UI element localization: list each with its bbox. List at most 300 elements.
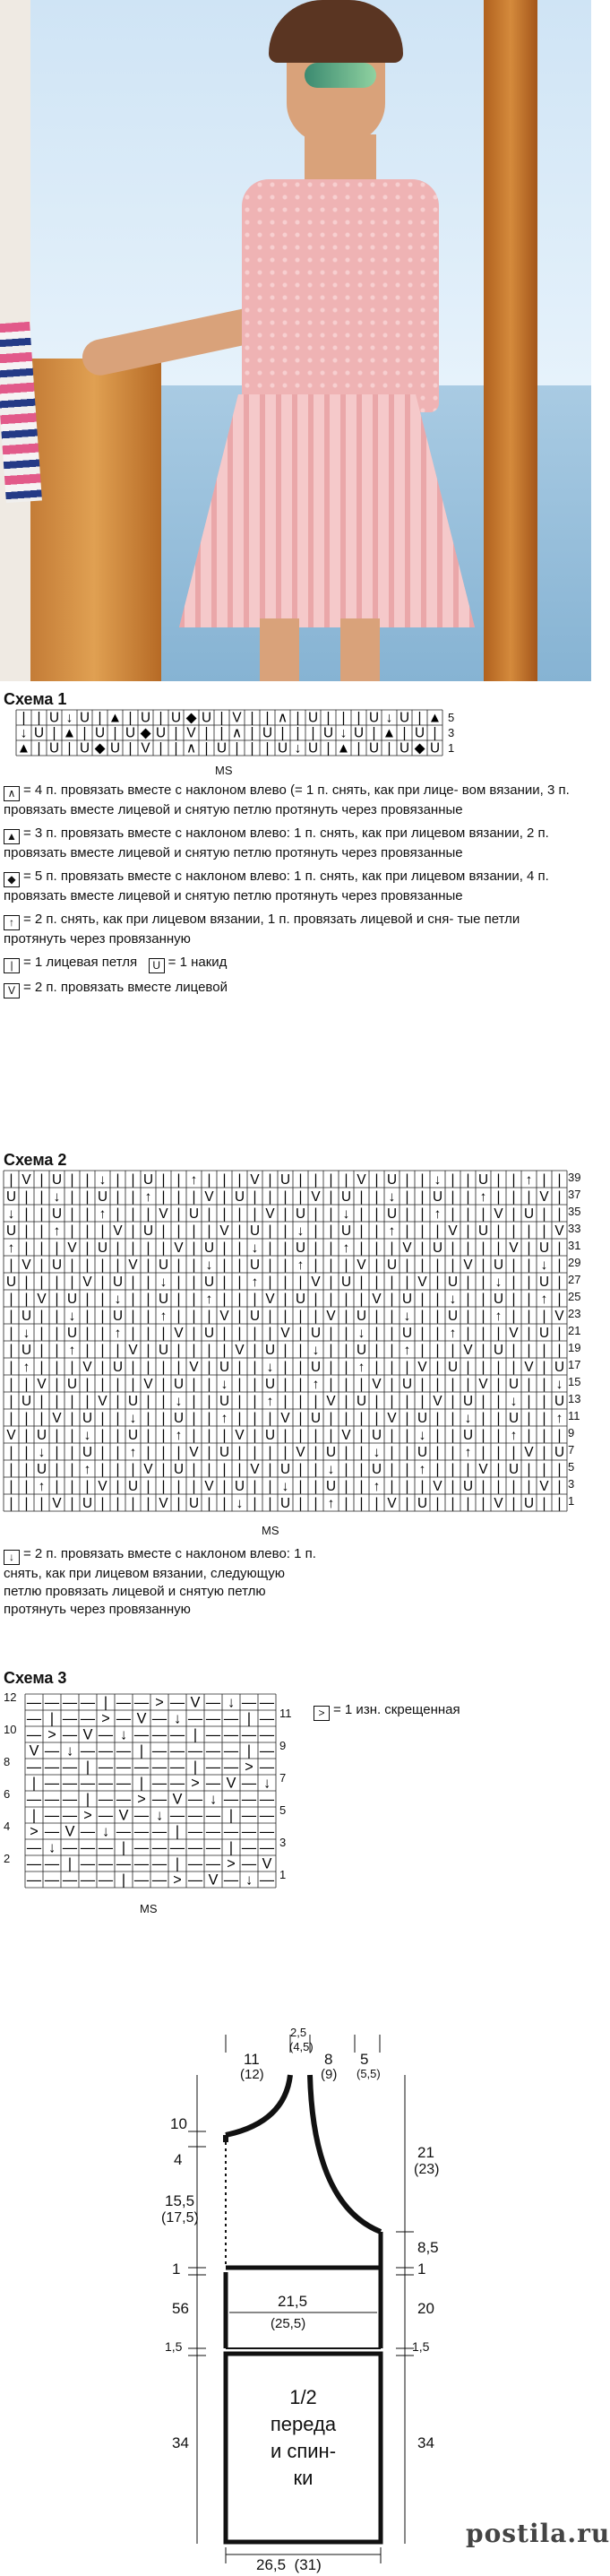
svg-text:|: | (253, 1343, 257, 1359)
svg-text:|: | (176, 1292, 181, 1308)
svg-text:|: | (9, 1377, 13, 1393)
garment-schematic (161, 2026, 493, 2573)
legend-item: ◆ = 5 п. провязать вместе с наклоном влево: 1 п. снять, как при лицевом вязании, 4 п. провязать вместе лицевой и снятую петлю протянуть через провязанные (4, 869, 549, 903)
svg-text:U: U (399, 710, 410, 726)
svg-text:|: | (9, 1394, 13, 1410)
svg-text:|: | (161, 1479, 166, 1495)
svg-text:|: | (146, 1343, 150, 1359)
svg-text:|: | (435, 1223, 440, 1240)
svg-text:|: | (161, 1189, 166, 1206)
svg-text:|: | (24, 1223, 29, 1240)
svg-text:—: — (133, 1855, 150, 1872)
scheme3-left-row-number: 4 (4, 1820, 11, 1833)
svg-text:|: | (359, 1240, 364, 1257)
svg-text:↑: ↑ (83, 1462, 91, 1478)
svg-text:|: | (374, 1326, 379, 1342)
svg-text:|: | (298, 1428, 303, 1444)
svg-text:|: | (527, 1189, 531, 1206)
svg-text:|: | (466, 1275, 470, 1291)
svg-text:|: | (283, 1223, 288, 1240)
svg-text:|: | (511, 1360, 516, 1376)
svg-text:U: U (493, 1343, 504, 1359)
svg-text:—: — (151, 1839, 168, 1856)
svg-text:—: — (116, 1710, 132, 1727)
svg-text:|: | (481, 1360, 485, 1376)
sunglasses-icon (305, 63, 376, 88)
svg-text:—: — (205, 1726, 221, 1743)
svg-text:|: | (557, 1326, 562, 1342)
svg-text:U: U (125, 725, 136, 741)
svg-text:—: — (151, 1726, 168, 1743)
svg-text:—: — (98, 1855, 114, 1872)
svg-text:|: | (70, 1445, 74, 1461)
svg-text:|: | (131, 1172, 135, 1189)
svg-text:|: | (176, 1360, 181, 1376)
svg-text:—: — (205, 1855, 221, 1872)
svg-text:|: | (70, 1479, 74, 1495)
dim-armhole-width-alt: (9) (321, 2067, 338, 2082)
svg-text:U: U (33, 725, 45, 741)
svg-text:|: | (390, 1309, 394, 1325)
svg-text:|: | (433, 725, 437, 741)
svg-text:↑: ↑ (99, 1206, 107, 1223)
svg-text:|: | (85, 1343, 90, 1359)
svg-text:|: | (283, 1206, 288, 1223)
svg-text:—: — (44, 1791, 60, 1808)
svg-text:↓: ↓ (339, 725, 348, 741)
svg-text:|: | (265, 740, 270, 756)
svg-text:|: | (85, 1206, 90, 1223)
svg-text:—: — (26, 1694, 42, 1711)
svg-text:|: | (70, 1394, 74, 1410)
scheme3-chart (25, 1694, 276, 1891)
svg-text:V: V (159, 1206, 168, 1223)
svg-text:V: V (128, 1343, 138, 1359)
svg-text:V: V (219, 1223, 229, 1240)
svg-text:V: V (463, 1258, 473, 1274)
scheme2-legend: ↓ = 2 п. провязать вместе с наклоном влево: 1 п. снять, как при лицевом вязании, следующую петлю провязать лицевой и снятую петлю протянуть через провязанную (4, 1546, 316, 1617)
svg-text:U: U (170, 710, 182, 726)
dim-left-15-5: 15,5 (165, 2192, 195, 2209)
leg-left (260, 618, 299, 681)
svg-text:|: | (268, 1240, 272, 1257)
svg-text:|: | (557, 1172, 562, 1189)
svg-text:U: U (508, 1462, 520, 1478)
svg-text:↑: ↑ (251, 1275, 259, 1291)
svg-text:U: U (356, 1309, 367, 1325)
svg-text:V: V (494, 1206, 503, 1223)
svg-text:▲: ▲ (62, 725, 77, 741)
svg-text:|: | (100, 1428, 105, 1444)
svg-text:U: U (523, 1496, 535, 1512)
svg-text:|: | (402, 725, 407, 741)
svg-text:|: | (496, 1462, 501, 1478)
svg-text:|: | (222, 1479, 227, 1495)
svg-text:|: | (405, 1445, 409, 1461)
svg-text:|: | (175, 1855, 180, 1872)
svg-text:U: U (447, 1309, 459, 1325)
svg-text:|: | (344, 1172, 348, 1189)
svg-text:|: | (420, 1292, 425, 1308)
svg-text:—: — (80, 1839, 96, 1856)
svg-text:|: | (222, 1343, 227, 1359)
svg-text:|: | (146, 1206, 150, 1223)
svg-text:V: V (6, 1428, 16, 1444)
svg-text:|: | (298, 1411, 303, 1427)
svg-text:—: — (259, 1742, 275, 1759)
svg-text:—: — (44, 1775, 60, 1792)
svg-text:|: | (253, 1411, 257, 1427)
svg-text:U: U (340, 1189, 352, 1206)
svg-text:|: | (55, 1240, 59, 1257)
svg-text:V: V (387, 1411, 397, 1427)
svg-text:↓: ↓ (38, 1445, 46, 1461)
svg-text:|: | (557, 1428, 562, 1444)
svg-text:|: | (192, 1189, 196, 1206)
svg-text:|: | (557, 1258, 562, 1274)
svg-text:|: | (435, 1428, 440, 1444)
svg-text:—: — (116, 1791, 132, 1808)
svg-text:|: | (31, 1807, 37, 1824)
svg-text:|: | (359, 1223, 364, 1240)
svg-text:|: | (253, 1394, 257, 1410)
svg-text:|: | (222, 1496, 227, 1512)
svg-text:—: — (62, 1791, 78, 1808)
svg-text:▲: ▲ (107, 710, 123, 726)
svg-text:—: — (26, 1839, 42, 1856)
svg-text:|: | (374, 1343, 379, 1359)
svg-text:|: | (85, 1172, 90, 1189)
svg-text:U: U (295, 1206, 306, 1223)
scheme2-ms: MS (262, 1524, 279, 1537)
svg-text:|: | (329, 1377, 333, 1393)
svg-text:—: — (169, 1775, 185, 1792)
svg-text:U: U (219, 1394, 230, 1410)
svg-text:U: U (48, 710, 60, 726)
svg-text:V: V (265, 1206, 275, 1223)
svg-text:—: — (223, 1871, 239, 1889)
svg-text:U: U (219, 1360, 230, 1376)
dim-bottom-width: 26,5 (31) (256, 2556, 322, 2573)
svg-text:U: U (21, 1394, 32, 1410)
svg-text:|: | (326, 710, 331, 726)
svg-text:—: — (151, 1871, 168, 1889)
svg-text:|: | (39, 1172, 44, 1189)
svg-text:V: V (357, 1258, 366, 1274)
svg-text:|: | (466, 1172, 470, 1189)
svg-text:U: U (234, 1189, 245, 1206)
svg-text:V: V (539, 1189, 549, 1206)
svg-text:|: | (417, 710, 422, 726)
svg-text:|: | (344, 1394, 348, 1410)
svg-text:|: | (466, 1462, 470, 1478)
svg-text:—: — (241, 1807, 257, 1824)
svg-text:|: | (344, 1360, 348, 1376)
svg-text:|: | (511, 1172, 516, 1189)
svg-text:|: | (9, 1258, 13, 1274)
svg-text:|: | (329, 1172, 333, 1189)
svg-text:|: | (253, 1377, 257, 1393)
svg-text:|: | (435, 1258, 440, 1274)
svg-text:↑: ↑ (266, 1394, 274, 1410)
svg-text:|: | (557, 1275, 562, 1291)
leg-right (340, 618, 380, 681)
svg-text:|: | (344, 1496, 348, 1512)
svg-text:—: — (169, 1694, 185, 1711)
svg-text:U: U (538, 1326, 550, 1342)
svg-text:|: | (420, 1479, 425, 1495)
svg-text:|: | (39, 1275, 44, 1291)
svg-text:↓: ↓ (205, 1258, 213, 1274)
svg-text:U: U (203, 1275, 215, 1291)
svg-text:U: U (307, 740, 319, 756)
svg-text:∧: ∧ (185, 740, 197, 756)
svg-text:>: > (173, 1871, 182, 1889)
scheme3-left-row-numbers (4, 1690, 25, 1897)
svg-text:|: | (329, 1258, 333, 1274)
dim-right-21: 21 (417, 2144, 434, 2161)
svg-text:—: — (241, 1839, 257, 1856)
svg-text:↓: ↓ (119, 1726, 128, 1743)
svg-text:|: | (420, 1189, 425, 1206)
svg-text:V: V (280, 1326, 290, 1342)
svg-text:|: | (207, 1172, 211, 1189)
svg-text:|: | (283, 1275, 288, 1291)
svg-text:|: | (222, 1326, 227, 1342)
svg-text:—: — (241, 1775, 257, 1792)
svg-text:|: | (146, 1240, 150, 1257)
svg-text:|: | (390, 1445, 394, 1461)
svg-text:—: — (62, 1759, 78, 1776)
scheme1-row-3: 3 (448, 726, 455, 739)
svg-text:|: | (253, 1496, 257, 1512)
svg-text:|: | (161, 1240, 166, 1257)
svg-text:|: | (237, 1223, 242, 1240)
svg-text:|: | (405, 1275, 409, 1291)
svg-text:|: | (542, 1360, 546, 1376)
svg-text:U: U (127, 1428, 139, 1444)
dim-armhole-width: 8 (324, 2051, 333, 2068)
svg-text:|: | (176, 1258, 181, 1274)
svg-text:V: V (82, 1360, 92, 1376)
svg-text:|: | (67, 1855, 73, 1872)
svg-text:V: V (463, 1343, 473, 1359)
svg-text:|: | (435, 1496, 440, 1512)
svg-text:|: | (435, 1377, 440, 1393)
ssk-icon: ↓ (4, 1550, 20, 1565)
svg-text:U: U (158, 1292, 169, 1308)
svg-text:|: | (131, 1309, 135, 1325)
svg-text:|: | (527, 1326, 531, 1342)
svg-text:—: — (187, 1871, 203, 1889)
svg-text:U: U (140, 710, 151, 726)
svg-text:—: — (151, 1823, 168, 1840)
svg-text:V: V (52, 1411, 62, 1427)
svg-text:|: | (527, 1292, 531, 1308)
svg-text:U: U (279, 1496, 291, 1512)
svg-text:↓: ↓ (434, 1172, 442, 1189)
svg-text:|: | (222, 1189, 227, 1206)
svg-text:|: | (557, 1343, 562, 1359)
svg-text:U: U (234, 1479, 245, 1495)
svg-text:|: | (192, 1223, 196, 1240)
svg-text:U: U (310, 1326, 322, 1342)
svg-text:U: U (188, 1206, 200, 1223)
svg-text:↓: ↓ (99, 1172, 107, 1189)
svg-text:|: | (146, 1496, 150, 1512)
svg-text:|: | (192, 1309, 196, 1325)
svg-text:U: U (325, 1479, 337, 1495)
svg-text:|: | (207, 1360, 211, 1376)
scheme3-right-row-numbers (276, 1690, 297, 1897)
svg-text:U: U (432, 1189, 443, 1206)
svg-text:|: | (55, 1394, 59, 1410)
svg-text:—: — (151, 1855, 168, 1872)
svg-text:|: | (451, 1172, 455, 1189)
svg-text:—: — (133, 1839, 150, 1856)
scheme2-row-number: 11 (568, 1409, 580, 1422)
svg-text:↑: ↑ (159, 1309, 168, 1325)
svg-text:—: — (169, 1726, 185, 1743)
svg-text:U: U (371, 1462, 382, 1478)
svg-text:|: | (374, 1206, 379, 1223)
svg-text:|: | (357, 710, 361, 726)
svg-text:U: U (508, 1377, 520, 1393)
svg-text:↑: ↑ (464, 1445, 472, 1461)
dim-right-1-5: 1,5 (412, 2339, 430, 2354)
svg-text:|: | (511, 1309, 516, 1325)
svg-text:↓: ↓ (209, 1791, 218, 1808)
svg-text:|: | (296, 725, 300, 741)
svg-text:—: — (26, 1710, 42, 1727)
svg-text:—: — (151, 1791, 168, 1808)
svg-text:|: | (344, 1343, 348, 1359)
svg-text:|: | (192, 1275, 196, 1291)
svg-text:|: | (207, 1445, 211, 1461)
svg-text:U: U (322, 725, 334, 741)
piece-label: 1/2 переда и спин- ки (270, 2386, 337, 2489)
svg-text:|: | (557, 1240, 562, 1257)
svg-text:|: | (70, 1462, 74, 1478)
svg-text:|: | (511, 1258, 516, 1274)
svg-text:U: U (51, 1172, 63, 1189)
svg-text:|: | (128, 710, 133, 726)
svg-text:|: | (283, 1428, 288, 1444)
svg-text:—: — (44, 1823, 60, 1840)
svg-text:|: | (49, 1710, 55, 1727)
watermark: postila.ru (466, 2519, 610, 2548)
svg-text:|: | (176, 1496, 181, 1512)
svg-text:|: | (55, 1462, 59, 1478)
svg-text:—: — (187, 1839, 203, 1856)
svg-text:↓: ↓ (236, 1496, 244, 1512)
svg-text:|: | (237, 1292, 242, 1308)
svg-text:|: | (207, 1462, 211, 1478)
svg-text:|: | (85, 1394, 90, 1410)
svg-text:U: U (386, 1258, 398, 1274)
svg-text:—: — (259, 1791, 275, 1808)
svg-text:V: V (311, 1275, 321, 1291)
svg-text:U: U (155, 725, 167, 741)
svg-text:|: | (372, 725, 376, 741)
svg-text:|: | (435, 1360, 440, 1376)
legend-item: ▲ = 3 п. провязать вместе с наклоном влево: 1 п. снять, как при лицевом вязании, 2 п. провязать вместе лицевой и снятую петлю протянуть через провязанные (4, 826, 549, 860)
svg-text:|: | (116, 1189, 120, 1206)
svg-text:U: U (173, 1411, 185, 1427)
svg-text:|: | (481, 1343, 485, 1359)
svg-text:|: | (314, 1428, 318, 1444)
svg-text:—: — (187, 1742, 203, 1759)
svg-text:|: | (481, 1445, 485, 1461)
svg-text:|: | (496, 1377, 501, 1393)
svg-text:|: | (326, 740, 331, 756)
svg-text:|: | (435, 1326, 440, 1342)
svg-text:—: — (187, 1823, 203, 1840)
svg-text:↓: ↓ (342, 1206, 350, 1223)
svg-text:U: U (142, 1223, 154, 1240)
svg-text:U: U (173, 1462, 185, 1478)
svg-text:|: | (314, 1462, 318, 1478)
svg-text:V: V (509, 1240, 519, 1257)
svg-text:|: | (222, 1275, 227, 1291)
svg-text:|: | (374, 1394, 379, 1410)
svg-text:|: | (542, 1309, 546, 1325)
svg-text:U: U (295, 1240, 306, 1257)
svg-text:|: | (359, 1479, 364, 1495)
svg-text:—: — (98, 1726, 114, 1743)
svg-text:|: | (161, 1377, 166, 1393)
svg-text:U: U (277, 740, 288, 756)
svg-text:—: — (259, 1807, 275, 1824)
svg-text:|: | (298, 1394, 303, 1410)
svg-text:↓: ↓ (65, 710, 73, 726)
svg-text:V: V (37, 1292, 47, 1308)
svg-text:|: | (131, 1360, 135, 1376)
svg-text:↑: ↑ (129, 1445, 137, 1461)
svg-text:|: | (557, 1496, 562, 1512)
svg-text:|: | (451, 1377, 455, 1393)
svg-text:|: | (82, 725, 87, 741)
svg-text:|: | (55, 1445, 59, 1461)
svg-text:|: | (466, 1309, 470, 1325)
svg-text:|: | (39, 1496, 44, 1512)
svg-text:V: V (226, 1775, 236, 1792)
svg-text:U: U (66, 1326, 78, 1342)
svg-text:|: | (116, 1377, 120, 1393)
svg-text:U: U (264, 1377, 276, 1393)
svg-text:|: | (496, 1172, 501, 1189)
svg-text:U: U (401, 1377, 413, 1393)
svg-text:|: | (527, 1428, 531, 1444)
svg-text:|: | (24, 1496, 29, 1512)
svg-text:|: | (268, 1479, 272, 1495)
svg-text:U: U (417, 1496, 428, 1512)
svg-text:—: — (151, 1710, 168, 1727)
svg-text:|: | (39, 1240, 44, 1257)
svg-text:|: | (542, 1343, 546, 1359)
svg-text:—: — (205, 1694, 221, 1711)
svg-text:—: — (98, 1807, 114, 1824)
svg-text:|: | (329, 1428, 333, 1444)
svg-text:↓: ↓ (251, 1240, 259, 1257)
svg-text:|: | (146, 1428, 150, 1444)
svg-text:|: | (314, 1172, 318, 1189)
svg-text:|: | (527, 1462, 531, 1478)
scheme3-right-row-number: 7 (279, 1771, 287, 1785)
svg-text:|: | (420, 1343, 425, 1359)
svg-text:|: | (451, 1189, 455, 1206)
svg-text:U: U (538, 1275, 550, 1291)
